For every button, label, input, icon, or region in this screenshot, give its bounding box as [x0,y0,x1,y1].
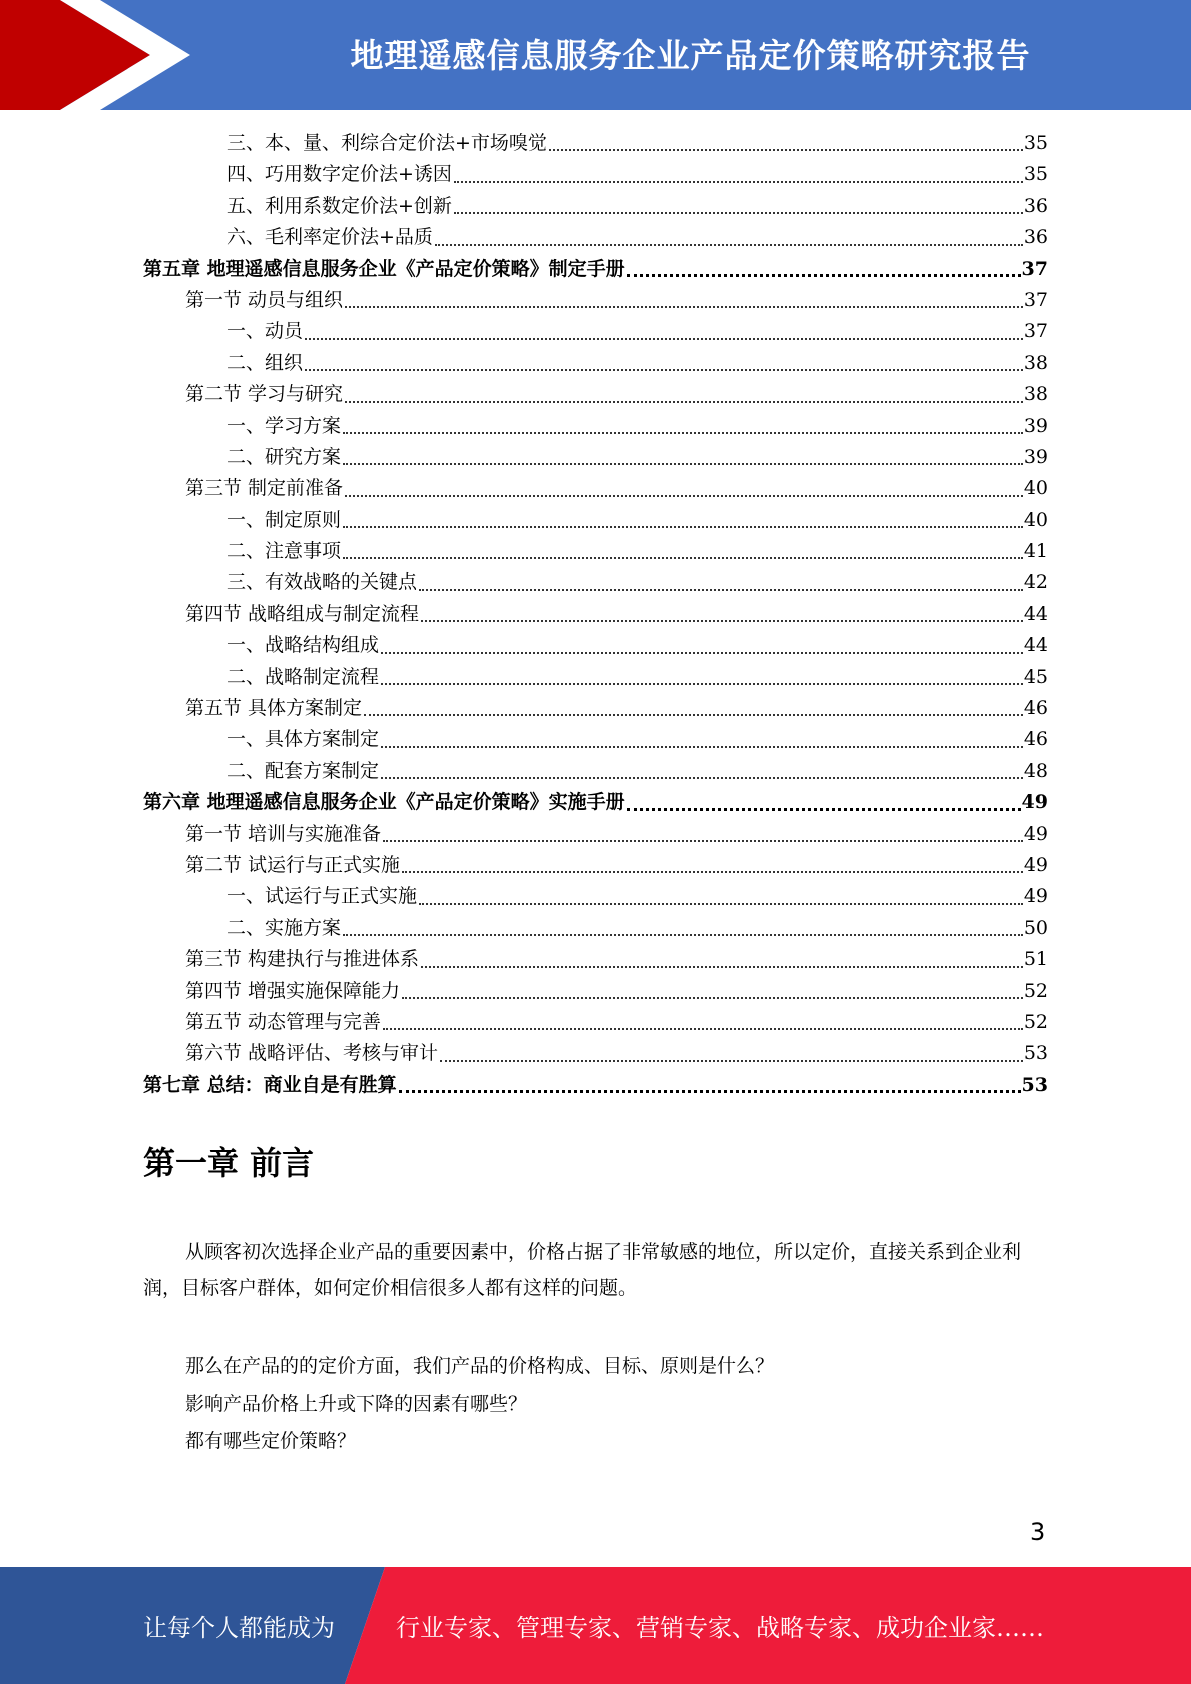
toc-entry-page: 44 [1023,602,1048,625]
toc-dot-leader [421,965,1023,968]
toc-entry-title: 一、具体方案制定 [227,728,380,751]
toc-entry[interactable] [143,285,1048,316]
document-title: 地理遥感信息服务企业产品定价策略研究报告 [350,35,1031,75]
footer-slogan-left: 让每个人都能成为 [143,1614,335,1642]
toc-entry-page: 36 [1023,226,1048,249]
question-line: 影响产品价格上升或下降的因素有哪些？ [185,1392,528,1415]
toc-entry-title: 二、配套方案制定 [227,759,380,782]
toc-entry-page: 53 [1021,1073,1048,1096]
toc-entry-title: 二、注意事项 [227,540,342,563]
toc-entry-page: 49 [1023,822,1048,845]
toc-entry-title: 第六节 战略评估、考核与审计 [185,1042,439,1065]
toc-entry-title: 第四节 战略组成与制定流程 [185,602,420,625]
intro-paragraph: 从顾客初次选择企业产品的重要因素中，价格占据了非常敏感的地位，所以定价，直接关系到企业利润，目标客户群体，如何定价相信很多人都有这样的问题。 [143,1241,1022,1299]
toc-dot-leader [343,556,1023,559]
toc-entry-page: 52 [1023,979,1048,1002]
chapter-heading: 第一章 前言 [143,1144,315,1182]
toc-entry[interactable] [143,505,1048,536]
toc-dot-leader [399,1089,1021,1093]
table-of-contents [143,128,1048,1101]
toc-dot-leader [343,525,1023,528]
toc-entry[interactable] [143,850,1048,881]
toc-entry-title: 一、试运行与正式实施 [227,885,418,908]
toc-entry-title: 五、利用系数定价法+创新 [227,194,452,217]
toc-dot-leader [419,588,1023,591]
toc-dot-leader [305,368,1023,371]
toc-entry-page: 38 [1023,383,1048,406]
toc-entry[interactable] [143,379,1048,410]
toc-dot-leader [454,211,1023,214]
toc-entry-page: 42 [1023,571,1048,594]
toc-entry-page: 39 [1023,414,1048,437]
toc-entry-title: 第五节 动态管理与完善 [185,1010,382,1033]
toc-entry-page: 35 [1023,163,1048,186]
page-header [0,0,1191,110]
question-line: 那么在产品的的定价方面，我们产品的价格构成、目标、原则是什么？ [185,1355,775,1377]
toc-entry[interactable] [143,881,1048,912]
toc-entry-page: 41 [1023,540,1048,563]
toc-dot-leader [305,337,1023,340]
toc-entry-title: 第五章 地理遥感信息服务企业《产品定价策略》制定手册 [143,257,625,280]
toc-entry[interactable] [143,693,1048,724]
toc-entry-title: 第四节 增强实施保障能力 [185,979,401,1002]
toc-dot-leader [549,148,1023,151]
toc-entry-title: 第一节 动员与组织 [185,288,344,311]
toc-dot-leader [419,902,1023,905]
toc-entry-page: 51 [1023,948,1048,971]
toc-entry-title: 二、组织 [227,351,304,374]
toc-dot-leader [381,682,1023,685]
toc-entry[interactable] [143,1007,1048,1038]
toc-entry[interactable] [143,128,1048,159]
toc-entry-title: 一、动员 [227,320,304,343]
toc-entry-title: 一、学习方案 [227,414,342,437]
toc-entry[interactable] [143,316,1048,347]
toc-entry-page: 46 [1023,728,1048,751]
toc-entry[interactable] [143,724,1048,755]
page-number: 3 [1030,1518,1046,1546]
toc-entry[interactable] [143,536,1048,567]
toc-entry[interactable] [143,254,1048,285]
toc-dot-leader [343,431,1023,434]
toc-entry[interactable] [143,944,1048,975]
toc-entry-page: 35 [1023,131,1048,154]
toc-entry[interactable] [143,159,1048,190]
question-line: 都有哪些定价策略？ [185,1430,357,1452]
toc-entry-title: 二、实施方案 [227,916,342,939]
toc-dot-leader [421,619,1023,622]
toc-entry-page: 49 [1023,853,1048,876]
toc-entry[interactable] [143,473,1048,504]
toc-entry-title: 第六章 地理遥感信息服务企业《产品定价策略》实施手册 [143,791,625,814]
footer-slogan-right: 行业专家、管理专家、营销专家、战略专家、成功企业家…… [396,1614,1044,1642]
toc-entry-title: 三、本、量、利综合定价法+市场嗅觉 [227,131,547,154]
toc-entry-title: 二、研究方案 [227,445,342,468]
toc-dot-leader [345,305,1023,308]
toc-entry-page: 37 [1023,288,1048,311]
toc-entry-title: 第七章 总结：商业自是有胜算 [143,1073,397,1096]
toc-entry[interactable] [143,567,1048,598]
toc-entry-page: 48 [1023,759,1048,782]
toc-entry-page: 37 [1023,320,1048,343]
toc-entry-title: 六、毛利率定价法+品质 [227,226,433,249]
toc-entry-page: 49 [1021,791,1048,814]
toc-entry-page: 36 [1023,194,1048,217]
toc-entry-title: 第二节 试运行与正式实施 [185,853,401,876]
toc-entry[interactable] [143,662,1048,693]
toc-dot-leader [454,180,1023,183]
toc-entry-page: 40 [1023,508,1048,531]
toc-dot-leader [364,713,1023,716]
toc-dot-leader [345,400,1023,403]
toc-entry-title: 第一节 培训与实施准备 [185,822,382,845]
toc-entry-title: 第五节 具体方案制定 [185,697,363,720]
toc-entry-title: 四、巧用数字定价法+诱因 [227,163,452,186]
toc-entry[interactable] [143,819,1048,850]
toc-entry-page: 39 [1023,445,1048,468]
toc-dot-leader [343,462,1023,465]
toc-entry[interactable] [143,191,1048,222]
toc-entry-page: 52 [1023,1010,1048,1033]
toc-entry-page: 53 [1023,1042,1048,1065]
toc-dot-leader [440,1059,1023,1062]
question-list [185,1348,774,1461]
toc-entry-page: 49 [1023,885,1048,908]
toc-entry[interactable] [143,1038,1048,1069]
toc-entry-title: 第二节 学习与研究 [185,383,344,406]
toc-entry-title: 二、战略制定流程 [227,665,380,688]
toc-entry[interactable] [143,348,1048,379]
toc-entry-page: 38 [1023,351,1048,374]
toc-dot-leader [381,776,1023,779]
toc-entry-page: 40 [1023,477,1048,500]
page-footer [0,1567,1191,1684]
toc-entry[interactable] [143,599,1048,630]
toc-entry-title: 一、战略结构组成 [227,634,380,657]
toc-entry-page: 44 [1023,634,1048,657]
toc-dot-leader [627,807,1021,811]
toc-entry-title: 第三节 构建执行与推进体系 [185,948,420,971]
toc-dot-leader [381,745,1023,748]
toc-dot-leader [383,1027,1023,1030]
toc-dot-leader [383,839,1023,842]
toc-entry-title: 一、制定原则 [227,508,342,531]
toc-entry-page: 37 [1021,257,1048,280]
toc-dot-leader [381,651,1023,654]
toc-entry[interactable] [143,756,1048,787]
toc-entry[interactable] [143,442,1048,473]
toc-entry-page: 45 [1023,665,1048,688]
toc-dot-leader [435,243,1023,246]
toc-dot-leader [345,494,1023,497]
toc-entry[interactable] [143,976,1048,1007]
toc-entry[interactable] [143,1070,1048,1101]
toc-dot-leader [402,870,1023,873]
toc-entry-page: 46 [1023,697,1048,720]
toc-entry[interactable] [143,630,1048,661]
toc-entry-title: 第三节 制定前准备 [185,477,344,500]
toc-entry[interactable] [143,787,1048,818]
toc-entry[interactable] [143,411,1048,442]
toc-dot-leader [343,933,1023,936]
toc-entry[interactable] [143,913,1048,944]
toc-entry-page: 50 [1023,916,1048,939]
toc-entry[interactable] [143,222,1048,253]
toc-dot-leader [402,996,1023,999]
toc-dot-leader [627,273,1021,277]
toc-entry-title: 三、有效战略的关键点 [227,571,418,594]
